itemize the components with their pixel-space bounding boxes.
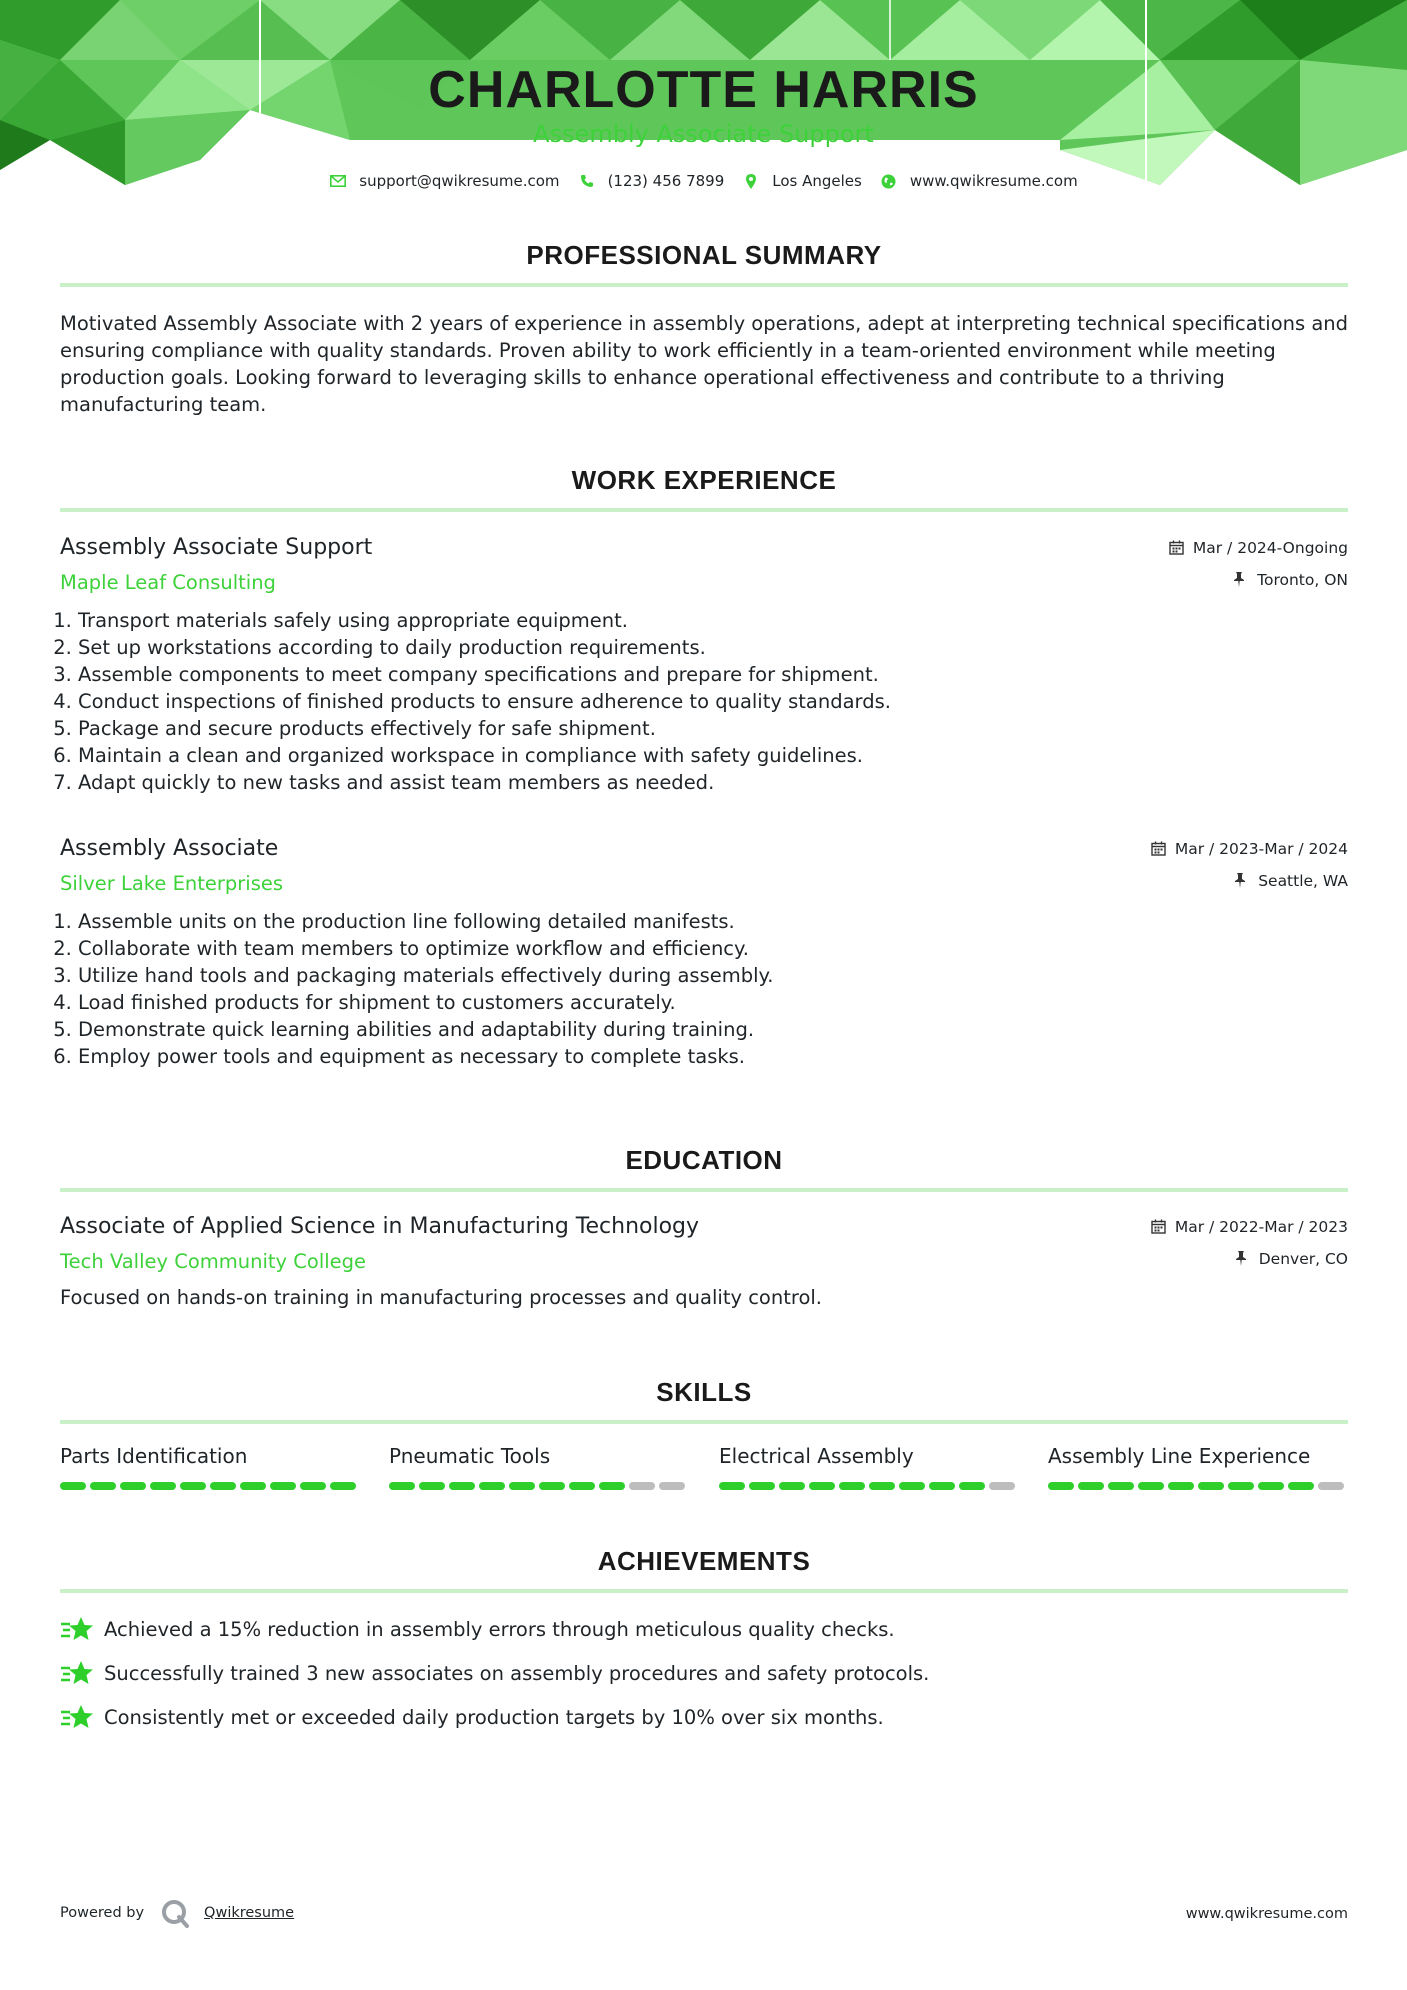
- skill-segment-empty: [1318, 1482, 1344, 1490]
- degree-title: Associate of Applied Science in Manufacturing Technology: [60, 1214, 700, 1239]
- skill-segment-filled: [120, 1482, 146, 1490]
- candidate-title: Assembly Associate Support: [533, 120, 874, 148]
- qwikresume-logo-icon: [160, 1898, 190, 1928]
- skill-segment-filled: [779, 1482, 805, 1490]
- job-duties: [60, 908, 773, 1070]
- location-text: Los Angeles: [772, 172, 862, 190]
- list-item: 3. Utilize hand tools and packaging materials effectively during assembly.: [78, 962, 773, 989]
- education-dates-text: Mar / 2022-Mar / 2023: [1174, 1218, 1348, 1236]
- email-text: support@qwikresume.com: [359, 172, 560, 190]
- job-title: Assembly Associate Support: [60, 535, 373, 560]
- skill-level-bar: [389, 1482, 689, 1490]
- achievement-text: Successfully trained 3 new associates on assembly procedures and safety protocols.: [104, 1661, 930, 1685]
- education-location: [1235, 1250, 1348, 1268]
- list-item: 7. Adapt quickly to new tasks and assist team members as needed.: [78, 769, 891, 796]
- skill-item: [60, 1444, 360, 1490]
- skill-segment-filled: [509, 1482, 535, 1490]
- contact-email[interactable]: [329, 172, 559, 190]
- job-company: Maple Leaf Consulting: [60, 571, 276, 594]
- list-item: 5. Demonstrate quick learning abilities and adaptability during training.: [78, 1016, 773, 1043]
- skill-segment-filled: [1078, 1482, 1104, 1490]
- footer-website-link[interactable]: www.qwikresume.com: [1185, 1906, 1348, 1922]
- phone-text: (123) 456 7899: [607, 172, 725, 190]
- skill-segment-filled: [839, 1482, 865, 1490]
- list-item: 6. Employ power tools and equipment as necessary to complete tasks.: [78, 1043, 773, 1070]
- job-location-text: Toronto, ON: [1257, 571, 1348, 589]
- globe-icon: [880, 172, 898, 190]
- skill-name: Parts Identification: [60, 1444, 248, 1468]
- pushpin-icon: [1233, 572, 1249, 588]
- skill-item: [389, 1444, 689, 1490]
- pushpin-icon: [1234, 873, 1250, 889]
- list-item: 1. Assemble units on the production line following detailed manifests.: [78, 908, 773, 935]
- skill-segment-filled: [959, 1482, 985, 1490]
- skill-segment-filled: [929, 1482, 955, 1490]
- education-description: Focused on hands-on training in manufacturing processes and quality control.: [60, 1286, 823, 1309]
- job-location: [1233, 571, 1348, 589]
- skill-segment-filled: [1138, 1482, 1164, 1490]
- pushpin-icon: [1235, 1251, 1251, 1267]
- footer-branding: [60, 1898, 294, 1928]
- skill-segment-filled: [569, 1482, 595, 1490]
- skill-segment-filled: [240, 1482, 266, 1490]
- achievement-text: Achieved a 15% reduction in assembly errors through meticulous quality checks.: [104, 1617, 895, 1641]
- achievement-item: [60, 1659, 929, 1687]
- skill-segment-empty: [659, 1482, 685, 1490]
- list-item: 1. Transport materials safely using appropriate equipment.: [78, 607, 891, 634]
- candidate-name: CHARLOTTE HARRIS: [428, 61, 979, 119]
- section-divider: [60, 1188, 1348, 1192]
- skill-item: [719, 1444, 1019, 1490]
- contact-website[interactable]: [880, 172, 1078, 190]
- skill-segment-filled: [539, 1482, 565, 1490]
- phone-icon: [578, 172, 596, 190]
- star-icon: [60, 1615, 94, 1643]
- skill-segment-filled: [899, 1482, 925, 1490]
- skill-segment-filled: [479, 1482, 505, 1490]
- job-dates-text: Mar / 2024-Ongoing: [1192, 539, 1348, 557]
- job-dates: [1169, 539, 1348, 557]
- achievement-item: [60, 1615, 895, 1643]
- list-item: 4. Load finished products for shipment to customers accurately.: [78, 989, 773, 1016]
- school-name: Tech Valley Community College: [60, 1250, 367, 1273]
- skill-segment-filled: [150, 1482, 176, 1490]
- skill-level-bar: [60, 1482, 360, 1490]
- section-divider: [60, 283, 1348, 287]
- list-item: 6. Maintain a clean and organized workspace in compliance with safety guidelines.: [78, 742, 891, 769]
- list-item: 4. Conduct inspections of finished products to ensure adherence to quality standards.: [78, 688, 891, 715]
- contact-bar: [0, 172, 1407, 190]
- skill-segment-filled: [1288, 1482, 1314, 1490]
- qwikresume-link[interactable]: Qwikresume: [204, 1905, 295, 1921]
- skill-segment-filled: [419, 1482, 445, 1490]
- star-icon: [60, 1703, 94, 1731]
- skill-segment-filled: [210, 1482, 236, 1490]
- skill-segment-filled: [180, 1482, 206, 1490]
- calendar-icon: [1151, 841, 1167, 857]
- job-dates-text: Mar / 2023-Mar / 2024: [1174, 840, 1348, 858]
- skill-item: [1048, 1444, 1348, 1490]
- skill-segment-filled: [389, 1482, 415, 1490]
- job-dates: [1151, 840, 1348, 858]
- calendar-icon: [1151, 1219, 1167, 1235]
- section-heading-achievements: ACHIEVEMENTS: [597, 1546, 811, 1576]
- job-company: Silver Lake Enterprises: [60, 872, 284, 895]
- job-location: [1234, 872, 1348, 890]
- skill-segment-filled: [90, 1482, 116, 1490]
- section-divider: [60, 508, 1348, 512]
- section-heading-experience: WORK EXPERIENCE: [571, 465, 837, 495]
- skill-name: Assembly Line Experience: [1048, 1444, 1311, 1468]
- skill-name: Electrical Assembly: [719, 1444, 914, 1468]
- section-divider: [60, 1589, 1348, 1593]
- section-divider: [60, 1420, 1348, 1424]
- skill-segment-filled: [330, 1482, 356, 1490]
- skill-segment-filled: [449, 1482, 475, 1490]
- contact-location: [742, 172, 862, 190]
- job-location-text: Seattle, WA: [1258, 872, 1348, 890]
- job-title: Assembly Associate: [60, 836, 279, 861]
- section-heading-summary: PROFESSIONAL SUMMARY: [526, 240, 882, 270]
- skill-segment-empty: [629, 1482, 655, 1490]
- summary-text: Motivated Assembly Associate with 2 years of experience in assembly operations, adept at interpreting technical specifications and ensuring compliance with quality standards. Proven ability to work efficiently in a team-oriented environment while meeting production goals. Looking forward to leveraging skills to enhance operational effectiveness and contribute to a thriving manufacturing team.: [60, 312, 1349, 416]
- education-location-text: Denver, CO: [1258, 1250, 1348, 1268]
- list-item: 5. Package and secure products effectively for safe shipment.: [78, 715, 891, 742]
- skill-segment-filled: [1258, 1482, 1284, 1490]
- section-heading-skills: SKILLS: [656, 1377, 752, 1407]
- website-text: www.qwikresume.com: [909, 172, 1078, 190]
- skill-segment-empty: [989, 1482, 1015, 1490]
- skill-segment-filled: [270, 1482, 296, 1490]
- skill-segment-filled: [1228, 1482, 1254, 1490]
- skill-segment-filled: [809, 1482, 835, 1490]
- calendar-icon: [1169, 540, 1185, 556]
- map-pin-icon: [742, 172, 760, 190]
- skill-level-bar: [1048, 1482, 1348, 1490]
- list-item: 2. Collaborate with team members to optimize workflow and efficiency.: [78, 935, 773, 962]
- skill-segment-filled: [300, 1482, 326, 1490]
- skill-segment-filled: [719, 1482, 745, 1490]
- skill-segment-filled: [1048, 1482, 1074, 1490]
- skill-name: Pneumatic Tools: [389, 1444, 551, 1468]
- list-item: 2. Set up workstations according to daily production requirements.: [78, 634, 891, 661]
- skill-segment-filled: [1198, 1482, 1224, 1490]
- skill-segment-filled: [1108, 1482, 1134, 1490]
- section-heading-education: EDUCATION: [625, 1145, 783, 1175]
- envelope-icon: [329, 172, 347, 190]
- job-duties: [60, 607, 891, 796]
- achievement-item: [60, 1703, 884, 1731]
- education-dates: [1151, 1218, 1348, 1236]
- skill-segment-filled: [1168, 1482, 1194, 1490]
- skill-segment-filled: [599, 1482, 625, 1490]
- list-item: 3. Assemble components to meet company specifications and prepare for shipment.: [78, 661, 891, 688]
- star-icon: [60, 1659, 94, 1687]
- contact-phone[interactable]: [578, 172, 725, 190]
- skill-segment-filled: [749, 1482, 775, 1490]
- skill-level-bar: [719, 1482, 1019, 1490]
- skill-segment-filled: [869, 1482, 895, 1490]
- skill-segment-filled: [60, 1482, 86, 1490]
- achievement-text: Consistently met or exceeded daily production targets by 10% over six months.: [104, 1705, 884, 1729]
- powered-by-label: Powered by: [60, 1905, 145, 1921]
